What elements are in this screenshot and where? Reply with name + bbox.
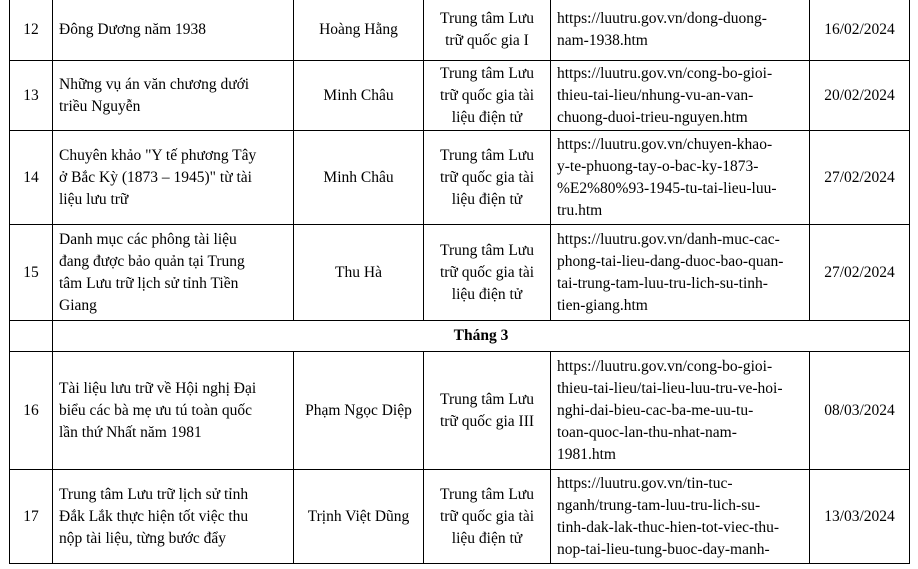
document-table <box>9 0 910 564</box>
publish-date: 16/02/2024 <box>810 0 910 61</box>
row-number: 13 <box>10 61 53 131</box>
author: Trịnh Việt Dũng <box>294 470 424 564</box>
empty-cell <box>10 321 53 352</box>
source-archive: Trung tâm Lưu trữ quốc gia tài liệu điện tử <box>424 131 551 225</box>
author: Hoàng Hằng <box>294 0 424 61</box>
source-archive: Trung tâm Lưu trữ quốc gia I <box>424 0 551 61</box>
author: Minh Châu <box>294 61 424 131</box>
source-archive: Trung tâm Lưu trữ quốc gia tài liệu điện tử <box>424 225 551 321</box>
row-number: 15 <box>10 225 53 321</box>
author: Thu Hà <box>294 225 424 321</box>
author: Minh Châu <box>294 131 424 225</box>
table-row <box>10 131 910 225</box>
row-number: 17 <box>10 470 53 564</box>
table-row <box>10 0 910 61</box>
publish-date: 27/02/2024 <box>810 131 910 225</box>
document-title: Đông Dương năm 1938 <box>53 0 294 61</box>
table-row <box>10 470 910 564</box>
source-archive: Trung tâm Lưu trữ quốc gia III <box>424 352 551 470</box>
document-title: Trung tâm Lưu trữ lịch sử tỉnh Đắk Lắk thực hiện tốt việc thu nộp tài liệu, từng bước đẩy <box>53 470 294 564</box>
document-link[interactable]: https://luutru.gov.vn/chuyen-khao- y-te-phuong-tay-o-bac-ky-1873- %E2%80%93-1945-tu-tai-lieu-luu- tru.htm <box>551 131 810 225</box>
document-link[interactable]: https://luutru.gov.vn/tin-tuc- nganh/trung-tam-luu-tru-lich-su- tinh-dak-lak-thuc-hien-tot-viec-thu- nop-tai-lieu-tung-buoc-day-manh- <box>551 470 810 564</box>
document-title: Danh mục các phông tài liệu đang được bảo quản tại Trung tâm Lưu trữ lịch sử tỉnh Tiền Giang <box>53 225 294 321</box>
row-number: 12 <box>10 0 53 61</box>
publish-date: 20/02/2024 <box>810 61 910 131</box>
author: Phạm Ngọc Diệp <box>294 352 424 470</box>
row-number: 16 <box>10 352 53 470</box>
document-title: Tài liệu lưu trữ về Hội nghị Đại biểu các bà mẹ ưu tú toàn quốc lần thứ Nhất năm 1981 <box>53 352 294 470</box>
table-row <box>10 352 910 470</box>
table-row <box>10 225 910 321</box>
publish-date: 27/02/2024 <box>810 225 910 321</box>
document-link[interactable]: https://luutru.gov.vn/cong-bo-gioi- thieu-tai-lieu/nhung-vu-an-van- chuong-duoi-trieu-nguyen.htm <box>551 61 810 131</box>
document-title: Chuyên khảo "Y tế phương Tây ở Bắc Kỳ (1873 – 1945)" từ tài liệu lưu trữ <box>53 131 294 225</box>
month-header: Tháng 3 <box>53 321 910 352</box>
row-number: 14 <box>10 131 53 225</box>
source-archive: Trung tâm Lưu trữ quốc gia tài liệu điện tử <box>424 470 551 564</box>
document-title: Những vụ án văn chương dưới triều Nguyễn <box>53 61 294 131</box>
document-link[interactable]: https://luutru.gov.vn/dong-duong- nam-1938.htm <box>551 0 810 61</box>
publish-date: 08/03/2024 <box>810 352 910 470</box>
month-header-row <box>10 321 910 352</box>
document-link[interactable]: https://luutru.gov.vn/cong-bo-gioi- thieu-tai-lieu/tai-lieu-luu-tru-ve-hoi- nghi-dai-bieu-cac-ba-me-uu-tu- toan-quoc-lan-thu-nhat-nam- 1981.htm <box>551 352 810 470</box>
source-archive: Trung tâm Lưu trữ quốc gia tài liệu điện tử <box>424 61 551 131</box>
publish-date: 13/03/2024 <box>810 470 910 564</box>
table-row <box>10 61 910 131</box>
document-link[interactable]: https://luutru.gov.vn/danh-muc-cac- phong-tai-lieu-dang-duoc-bao-quan- tai-trung-tam-luu-tru-lich-su-tinh- tien-giang.htm <box>551 225 810 321</box>
